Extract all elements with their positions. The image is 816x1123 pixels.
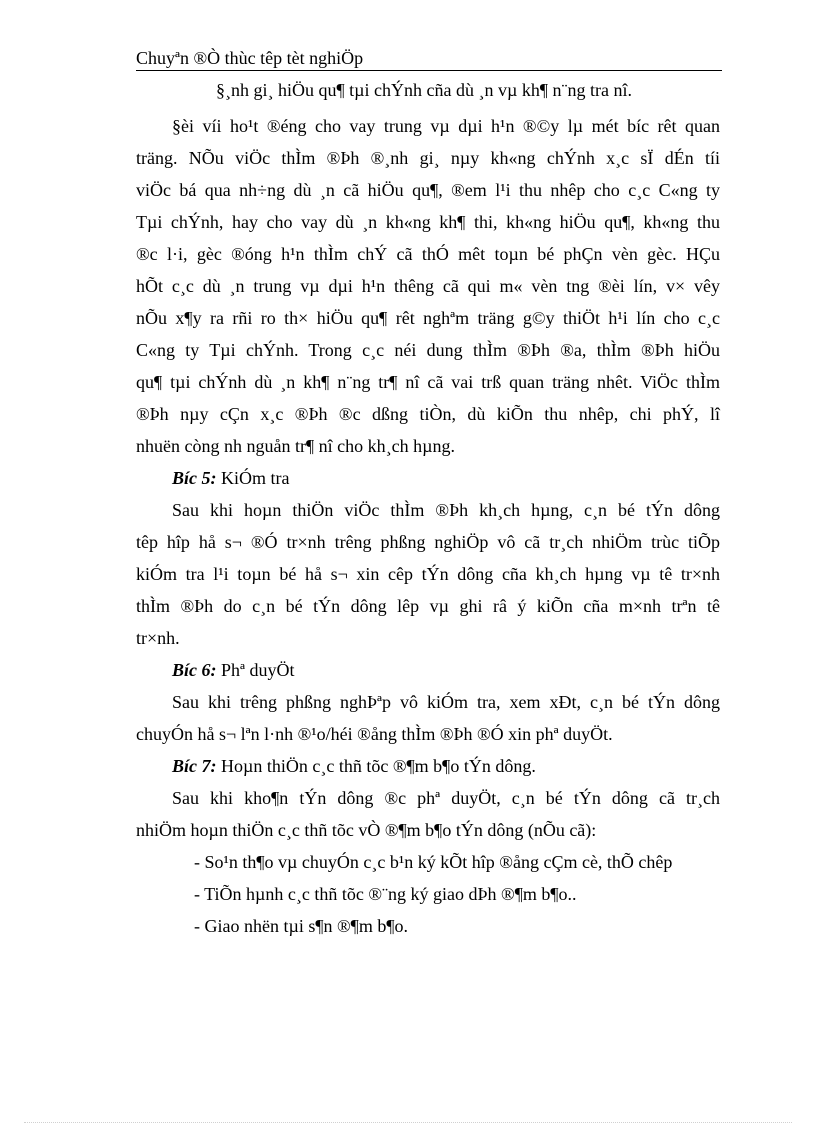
list-item: - Giao nhën tµi s¶n ®¶m b¶o. (194, 916, 408, 936)
header-title: Chuyªn ®Ò thùc têp tèt nghiÖp (136, 48, 364, 68)
text-line: träng. NÕu viÖc thÌm ®Þh ®¸nh gi¸ nµy kh«ng chÝnh x¸c sÏ dÉn tíi (136, 148, 720, 168)
text-line: têp hîp hå s¬ ®Ó tr×nh trêng phßng nghiÖp vô cã tr¸ch nhiÖm trùc tiÕp (136, 532, 720, 552)
text-line: thÌm ®Þh do c¸n bé tÝn dông lêp vµ ghi râ ý kiÕn cña m×nh trªn tê (136, 596, 720, 616)
paragraph-1 (136, 110, 720, 462)
text-line: nhuën còng nh nguån tr¶ nî cho kh¸ch hµng. (136, 436, 455, 456)
step-5-label: Bíc 5: (172, 468, 217, 488)
text-line: ®Þh nµy cÇn x¸c ®Þh ®c dßng tiÒn, dù kiÕn thu nhêp, chi phÝ, lî (136, 404, 720, 424)
text-line: nhiÖm hoµn thiÖn c¸c thñ tõc vÒ ®¶m b¶o tÝn dông (nÕu cã): (136, 820, 597, 840)
step-6-label: Bíc 6: (172, 660, 217, 680)
text-line: viÖc bá qua nh÷ng dù ¸n cã hiÖu qu¶, ®em l¹i thu nhêp cho c¸c C«ng ty (136, 180, 720, 200)
step-7-label: Bíc 7: (172, 756, 217, 776)
text-line: kiÓm tra l¹i toµn bé hå s¬ xin cêp tÝn dông cña kh¸ch hµng vµ tê tr×nh (136, 564, 720, 584)
paragraph-3 (136, 686, 720, 750)
text-line: qu¶ tµi chÝnh dù ¸n kh¶ n¨ng tr¶ nî cã vai trß quan träng nhêt. ViÖc thÌm (136, 372, 720, 392)
text-line: ®c l·i, gèc ®óng h¹n thÌm chÝ cã thÓ mêt toµn bé phÇn vèn gèc. HÇu (136, 244, 720, 264)
text-line: Sau khi trêng phßng nghÞªp vô kiÓm tra, xem xÐt, c¸n bé tÝn dông (172, 692, 720, 712)
text-line: Sau khi kho¶n tÝn dông ®c phª duyÖt, c¸n bé tÝn dông cã tr¸ch (172, 788, 720, 808)
text-line: hÕt c¸c dù ¸n trung vµ dµi h¹n thêng cã qui m« vèn tng ®èi lín, v× vêy (136, 276, 720, 296)
step-7-heading (136, 750, 720, 782)
step-6-heading (136, 654, 720, 686)
text-line: Tµi chÝnh, hay cho vay dù ¸n kh«ng kh¶ thi, kh«ng hiÖu qu¶, kh«ng thu (136, 212, 720, 232)
paragraph-2 (136, 494, 720, 654)
list-item: - So¹n th¶o vµ chuyÓn c¸c b¹n ký kÕt hîp ®ång cÇm cè, thÕ chêp (194, 852, 673, 872)
step-7-title: Hoµn thiÖn c¸c thñ tõc ®¶m b¶o tÝn dông. (216, 756, 536, 776)
text-line: tr×nh. (136, 628, 180, 648)
text-line: §èi víi ho¹t ®éng cho vay trung vµ dµi h¹n ®©y lµ mét bíc rêt quan (172, 116, 720, 136)
page-header (136, 46, 722, 71)
step-5-title: KiÓm tra (216, 468, 290, 488)
text-line: C«ng ty Tµi chÝnh. Trong c¸c néi dung thÌm ®Þh ®a, thÌm ®Þh hiÖu (136, 340, 720, 360)
text-line: chuyÓn hå s¬ lªn l·nh ®¹o/héi ®ång thÌm ®Þh ®Ó xin phª duyÖt. (136, 724, 613, 744)
text-line: nÕu x¶y ra rñi ro th× hiÖu qu¶ rêt nghªm träng g©y thiÖt h¹i lín cho c¸c (136, 308, 720, 328)
text-line: Sau khi hoµn thiÖn viÖc thÌm ®Þh kh¸ch hµng, c¸n bé tÝn dông (172, 500, 720, 520)
step-6-title: Phª duyÖt (216, 660, 295, 680)
list-item: - TiÕn hµnh c¸c thñ tõc ®¨ng ký giao dÞh ®¶m b¶o.. (194, 884, 577, 904)
step-5-heading (136, 462, 720, 494)
document-body (136, 74, 720, 942)
bullet-list (136, 846, 720, 942)
line-top: §¸nh gi¸ hiÖu qu¶ tµi chÝnh cña dù ¸n vµ kh¶ n¨ng tra nî. (216, 80, 632, 100)
paragraph-4 (136, 782, 720, 846)
